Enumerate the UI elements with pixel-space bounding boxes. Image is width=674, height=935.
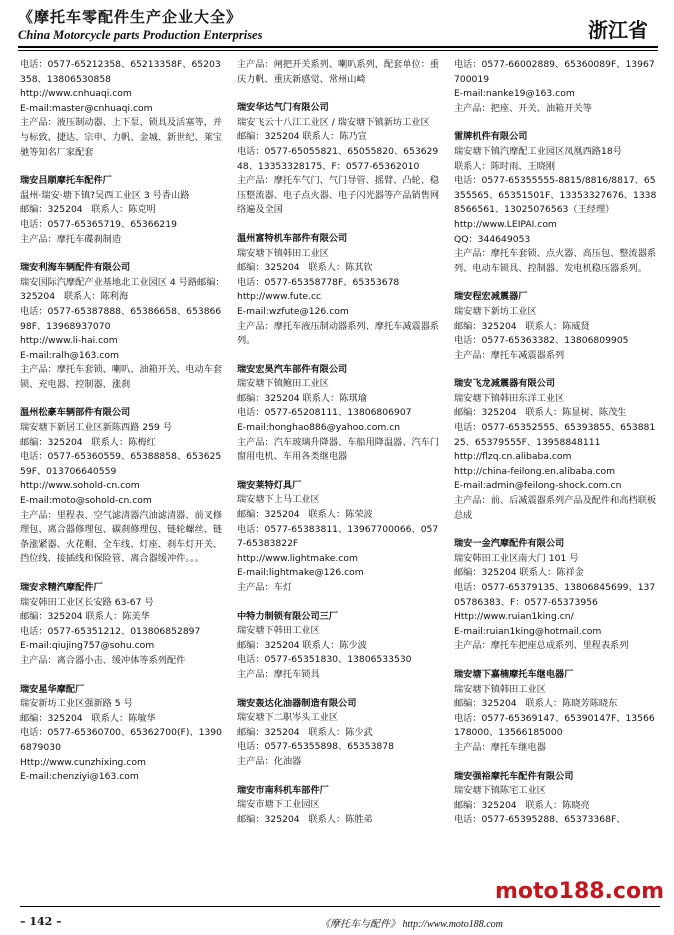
company-entry: [237, 101, 442, 218]
company-entry: [454, 130, 659, 276]
company-detail-line: 电话：0577-65355555-8815/8816/8817、65355565、65351501F、13353327676、13388566561、13025076563（王经理）: [454, 175, 657, 216]
company-detail-line: E-mail:wzfute@126.com: [237, 305, 349, 317]
company-detail-line: 电话：0577-65055821、65055820、65362948、13353328175、F：0577-65362010: [237, 145, 439, 172]
company-detail-line: E-mail:qiujing757@sohu.com: [20, 640, 155, 652]
directory-column: [20, 58, 225, 903]
company-name: 瑞安一金汽摩配件有限公司: [454, 538, 565, 550]
company-detail-line: 主产品：离合器小击、缓冲体等系列配件: [20, 654, 186, 666]
company-detail-line: 瑞安塘下镇韩田工业区: [454, 683, 546, 695]
company-detail-line: 邮编：325204 联系人：陈荣波: [237, 509, 373, 521]
company-entry: [20, 581, 225, 669]
company-name: 温州松豪车辆部件有限公司: [20, 407, 131, 419]
company-detail-line: 瑞安韩田工业区南大门 101 号: [454, 552, 579, 564]
company-detail-line: E-mail:nanke19@163.com: [454, 88, 575, 100]
company-name: 瑞安轰达化油器制造有限公司: [237, 697, 357, 709]
company-detail-line: Http://www.cunzhixing.com: [20, 756, 146, 768]
company-detail-line: 电话：0577-65395288、65373368F、: [454, 814, 626, 826]
company-detail-line: 主产品：闸把开关系列、喇叭系列，配套单位：重庆力帆、重庆新感觉、常州山崎: [237, 59, 440, 85]
company-name: 瑞安莱特灯具厂: [237, 479, 302, 491]
company-entry: [454, 537, 659, 654]
company-detail-line: E-mail:ruian1king@hotmail.com: [454, 625, 602, 637]
company-entry: [237, 58, 442, 87]
company-name: 温州富特机车部件有限公司: [237, 232, 348, 244]
company-detail-line: E-mail:master@cnhuaqi.com: [20, 102, 153, 114]
company-name: 瑞安吕顺摩托车配件厂: [20, 175, 112, 187]
page-header: [18, 6, 658, 52]
company-name: 瑞安星华摩配厂: [20, 683, 85, 695]
company-detail-line: 邮编：325204 联系人：陈其钦: [237, 262, 373, 274]
company-detail-line: 邮编：325204 联系人：陈晓芳陈晓东: [454, 698, 618, 710]
company-name: 瑞安宏昊汽车部件有限公司: [237, 363, 348, 375]
page-footer: [20, 906, 660, 932]
company-detail-line: 主产品：摩托车套锁、点火器、高压包、整流器系列、电动车锁具、控制器、发电机稳压器系列。: [454, 248, 657, 274]
header-rule: [18, 46, 658, 48]
company-name: 瑞安求精汽摩配件厂: [20, 582, 103, 593]
directory-column: [237, 58, 442, 903]
company-detail-line: 瑞安国际汽摩配产业基地北工业园区 4 号路邮编：325204 联系人：陈利海: [20, 276, 225, 303]
company-detail-line: 电话：0577-65360559、65388858、65362559F、013706640559: [20, 451, 222, 477]
company-detail-line: 瑞安新坊工业区强新路 5 号: [20, 698, 133, 710]
company-detail-line: 电话：0577-65355898、65353878: [237, 741, 394, 753]
company-entry: [454, 668, 659, 756]
company-detail-line: 瑞安塘下镇陈宅工业区: [454, 785, 546, 797]
company-detail-line: 邮编：325204 联系人：陈琪瑜: [237, 392, 367, 404]
company-entry: [237, 784, 442, 828]
company-detail-line: 主产品：摩托车套锁、喇叭、油箱开关、电动车套锁、充电器、控制器、涨刹: [20, 364, 223, 390]
company-detail-line: 主产品：摩托车把座总成系列、里程表系列: [454, 640, 629, 652]
company-detail-line: 主产品：化油器: [237, 755, 302, 767]
company-detail-line: 主产品：摩托车液压制动器系列、摩托车减震器系列。: [237, 320, 440, 347]
company-entry: [237, 232, 442, 349]
company-detail-line: E-mail:honghao886@yahoo.com.cn: [237, 422, 401, 434]
book-subtitle: China Motorcycle parts Production Enterprises: [18, 28, 263, 42]
company-detail-line: 瑞安塘下新坊工业区: [454, 305, 537, 317]
company-detail-line: 主产品：摩托车气门、气门导管、摇臂、凸轮、稳压整流器、电子点火器、电子闪光器等产品销售网络遍及全国: [237, 175, 440, 216]
company-entry: [237, 363, 442, 465]
company-detail-line: 电话：0577-65369147、65390147F、13566178000、13566185000: [454, 712, 655, 739]
company-detail-line: 瑞安塘下二职岑头工业区: [237, 712, 339, 724]
company-detail-line: 主产品：液压制动器、上下泵、锁具及活塞等，并与标致、捷达、宗申、力帆、金城、新世纪、莱宝驰等知名厂家配套: [20, 117, 223, 158]
company-detail-line: 主产品：汽车玻璃升降器、车船用降温器、汽车门窗用电机、车用各类继电器: [237, 436, 440, 463]
page-number: – 142 –: [20, 915, 62, 928]
company-detail-line: 瑞安塘下镇韩田工业区: [237, 247, 329, 259]
company-detail-line: 邮编：325204 联系人：陈晓亮: [454, 799, 590, 811]
company-detail-line: 联系人：陈时雨、王晓刚: [454, 160, 556, 172]
company-detail-line: 主产品：摩托车碟刹制造: [20, 233, 122, 245]
company-detail-line: 主产品：车灯: [237, 582, 293, 593]
company-detail-line: 瑞安塘下镇鲍田工业区: [237, 378, 329, 390]
company-detail-line: 邮编：325204 联系人：陈显树、陈茂生: [454, 407, 627, 419]
company-detail-line: 瑞安塘下上马工业区: [237, 494, 320, 506]
company-entry: [237, 610, 442, 683]
company-detail-line: 瑞安塘下镇韩田东洋工业区: [454, 392, 565, 404]
province-label: 浙江省: [588, 18, 648, 42]
company-entry: [20, 174, 225, 247]
company-entry: [20, 261, 225, 392]
book-title: 《摩托车零配件生产企业大全》: [18, 8, 243, 26]
company-detail-line: 瑞安飞云十八江工业区 / 瑞安塘下镇新坊工业区: [237, 116, 430, 128]
company-detail-line: 邮编：325204 联系人：陈威贤: [454, 320, 590, 332]
company-detail-line: 瑞安塘下新居工业区新陈西路 259 号: [20, 422, 173, 434]
footer-text: 《摩托车与配件》 http://www.moto188.com: [320, 919, 503, 930]
company-detail-line: E-mail:lightmake@126.com: [237, 567, 364, 579]
company-detail-line: 瑞安韩田工业区长安路 63-67 号: [20, 596, 154, 608]
company-detail-line: 邮编：325204 联系人：陈少武: [237, 726, 373, 738]
company-detail-line: http://www.li-hai.com: [20, 335, 118, 347]
company-detail-line: 邮编：325204 联系人：陈梅红: [20, 436, 156, 448]
company-entry: [454, 58, 659, 116]
company-detail-line: 邮编：325204 联系人：陈胜弟: [237, 813, 373, 825]
directory-columns: [20, 58, 660, 903]
company-name: 瑞安市南科机车部件厂: [237, 784, 329, 796]
company-name: 瑞安塘下嘉楠摩托车继电器厂: [454, 668, 574, 680]
company-name: 瑞安强裕摩托车配件有限公司: [454, 770, 574, 782]
company-detail-line: 电话：0577-65208111、13806806907: [237, 407, 412, 419]
company-detail-line: 电话：0577-65212358、65213358F、65203358、13806530858: [20, 59, 221, 85]
company-detail-line: 电话：0577-65358778F、65353678: [237, 276, 400, 288]
watermark: moto188.com: [494, 879, 664, 904]
company-detail-line: 主产品：摩托车减震器系列: [454, 349, 565, 361]
company-detail-line: 电话：0577-65387888、65386658、65386698F、13968937070: [20, 305, 222, 332]
company-entry: [454, 377, 659, 523]
company-detail-line: http://china-feilong.en.alibaba.com: [454, 465, 616, 477]
company-detail-line: 电话：0577-65351212、013806852897: [20, 625, 201, 637]
company-detail-line: 电话：0577-65360700、65362700(F)、13906879030: [20, 727, 222, 753]
company-detail-line: 主产品：把座、开关、油箱开关等: [454, 102, 592, 114]
company-detail-line: http://flzq.cn.alibaba.com: [454, 451, 572, 463]
company-entry: [454, 770, 659, 828]
header-rule-thin: [18, 50, 658, 51]
company-detail-line: http://www.lightmake.com: [237, 552, 358, 564]
company-entry: [20, 683, 225, 785]
company-detail-line: 温州·瑞安·塘下镇?吴西工业区 3 号香山路: [20, 189, 190, 201]
company-entry: [454, 290, 659, 363]
company-detail-line: 电话：0577-65352555、65393855、65388125、65379555F、13958848111: [454, 422, 656, 448]
company-detail-line: E-mail:admin@feilong-shock.com.cn: [454, 480, 622, 492]
company-entry: [20, 58, 225, 160]
company-detail-line: E-mail:moto@sohold-cn.com: [20, 495, 152, 507]
company-name: 瑞安飞龙减震器有限公司: [454, 378, 556, 390]
company-detail-line: 主产品：摩托车继电器: [454, 741, 546, 753]
company-detail-line: 电话：0577-65383811、13967700066、0577-65383822F: [237, 523, 439, 550]
company-name: 中特力制锁有限公司三厂: [237, 610, 339, 622]
company-detail-line: 邮编：325204 联系人：陈祥金: [454, 567, 584, 579]
company-detail-line: http://www.LEIPAI.com: [454, 218, 557, 230]
company-detail-line: 瑞安市塘下工业园区: [237, 799, 320, 811]
company-detail-line: 邮编：325204 联系人：陈少波: [237, 639, 367, 651]
company-detail-line: 瑞安塘下镇汽摩配工业园区凤凰西路18号: [454, 145, 622, 157]
company-detail-line: 邮编：325204 联系人：陈敏华: [20, 712, 156, 724]
company-detail-line: http://www.cnhuaqi.com: [20, 88, 132, 100]
company-entry: [237, 479, 442, 596]
company-detail-line: QQ：344649053: [454, 233, 531, 245]
footer-rule: [20, 906, 660, 907]
company-detail-line: E-mail:ralh@163.com: [20, 349, 119, 361]
company-detail-line: http://www.sohold-cn.com: [20, 480, 140, 492]
company-name: 瑞安程宏减震器厂: [454, 291, 528, 303]
directory-column: [454, 58, 659, 903]
company-detail-line: 邮编：325204 联系人：陈美华: [20, 611, 150, 623]
company-detail-line: 主产品：里程表、空气滤清器汽油滤清器、前叉修理包、离合器修理包、碳刹修理包、链轮螺丝、链条涨紧器、火花帽、全车线、灯座、刹车灯开关、挡位线、接插线和保险管、离合器缓冲件。。。: [20, 509, 223, 565]
company-detail-line: 主产品：摩托车锁具: [237, 668, 320, 680]
company-detail-line: 电话：0577-66002889、65360089F、13967700019: [454, 59, 655, 85]
company-entry: [237, 697, 442, 770]
company-entry: [20, 406, 225, 567]
company-detail-line: 邮编：325204 联系人：陈克明: [20, 204, 156, 216]
company-detail-line: 电话：0577-65363382、13806809905: [454, 335, 629, 347]
company-detail-line: 瑞安塘下韩田工业区: [237, 625, 320, 637]
company-name: 瑞安华达气门有限公司: [237, 102, 329, 114]
company-detail-line: 电话：0577-65365719、65366219: [20, 218, 177, 230]
company-detail-line: Http://www.ruian1king.cn/: [454, 611, 574, 623]
company-name: 雷牌机件有限公司: [454, 131, 528, 143]
company-detail-line: 电话：0577-65379135、13806845699、13705786383、F：0577-65373956: [454, 582, 656, 608]
company-detail-line: 邮编：325204 联系人：陈乃宣: [237, 131, 367, 143]
company-detail-line: 主产品：前、后减震器系列产品及配件和高档联板总成: [454, 495, 657, 521]
company-detail-line: E-mail:chenziyi@163.com: [20, 771, 139, 783]
company-name: 瑞安利海车辆配件有限公司: [20, 262, 131, 274]
company-detail-line: http://www.fute.cc: [237, 291, 322, 303]
company-detail-line: 电话：0577-65351830、13806533530: [237, 654, 412, 666]
